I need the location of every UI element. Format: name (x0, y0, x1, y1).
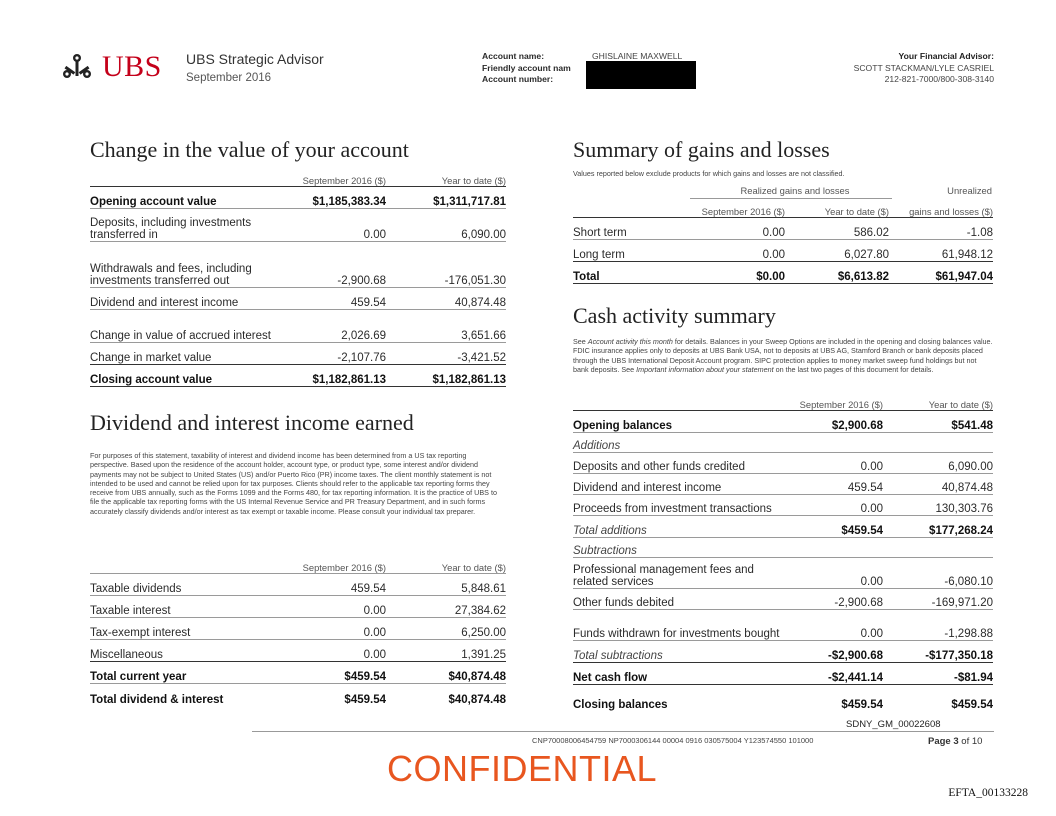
row-value: -176,051.30 (386, 242, 506, 288)
row-value: 459.54 (286, 288, 386, 310)
row-value: $6,613.82 (785, 262, 889, 284)
row-value: $0.00 (683, 262, 785, 284)
row-value: 1,391.25 (386, 640, 506, 662)
row-value: -1,298.88 (883, 610, 993, 641)
row-value: 459.54 (286, 574, 386, 596)
ubs-logo (60, 52, 162, 82)
row-label: Other funds debited (573, 589, 783, 610)
col-header: September 2016 ($) (302, 562, 386, 573)
advisor-phone: 212-821-7000/800-308-3140 (884, 74, 994, 84)
note-italic: Account activity this month (587, 337, 673, 346)
footer-code: CNP70008006454759 NP7000306144 00004 0916 030575004 Y123574550 101000 (532, 736, 814, 745)
col-header: September 2016 ($) (799, 399, 883, 410)
row-value: $1,311,717.81 (386, 187, 506, 209)
row-value: -2,107.76 (286, 343, 386, 365)
row-value: 5,848.61 (386, 574, 506, 596)
page-of: of 10 (961, 736, 983, 747)
unrealized-header: Unrealized (947, 185, 992, 196)
footer-rule (252, 731, 994, 732)
three-keys-icon (60, 52, 94, 82)
closing-v1: $459.54 (783, 685, 883, 711)
financial-advisor (854, 51, 994, 86)
realized-header: Realized gains and losses (740, 185, 850, 196)
row-value: 459.54 (783, 474, 883, 495)
row-value: $1,185,383.34 (286, 187, 386, 209)
total-subtractions-label: Total subtractions (573, 641, 783, 663)
product-block (186, 50, 324, 88)
row-value: 6,250.00 (386, 618, 506, 640)
row-label: Change in value of accrued interest (90, 310, 286, 343)
opening-label: Opening balances (573, 411, 783, 433)
account-name-label: Account name: (482, 51, 545, 61)
total-subtractions-v2: -$177,350.18 (883, 641, 993, 663)
row-label: Miscellaneous (90, 640, 286, 662)
row-value: 6,090.00 (883, 453, 993, 474)
row-label: Taxable interest (90, 596, 286, 618)
row-value: 27,384.62 (386, 596, 506, 618)
redaction-box (586, 61, 696, 89)
note-text: on the last two pages of this document for details. (773, 364, 934, 374)
row-value: -1.08 (889, 218, 993, 240)
row-value: $1,182,861.13 (386, 365, 506, 387)
row-value: 0.00 (683, 218, 785, 240)
efta-number: EFTA_00133228 (948, 787, 1028, 799)
row-value: $459.54 (286, 684, 386, 706)
closing-label: Closing balances (573, 685, 783, 711)
row-label: Short term (573, 218, 683, 240)
row-label: Tax-exempt interest (90, 618, 286, 640)
row-value: -169,971.20 (883, 589, 993, 610)
total-additions-v2: $177,268.24 (883, 516, 993, 538)
note-text: for details. Balances in your Sweep Options are included in the opening and closing balances value. FDIC insurance applies only to deposits at UBS Bank USA, not to deposits at UBS AG, Stamford Branch or bank deposits placed through the UBS International Deposit Account program. SIPC protection applies to money market sweep fund holdings but not bank deposits. See (573, 337, 993, 374)
row-label: Opening account value (90, 187, 286, 209)
row-value: 61,948.12 (889, 240, 993, 262)
account-number-label: Account number: (482, 74, 554, 84)
change-value-table (90, 169, 506, 387)
row-value: 0.00 (683, 240, 785, 262)
closing-v2: $459.54 (883, 685, 993, 711)
row-label: Dividend and interest income (90, 288, 286, 310)
row-label: Dividend and interest income (573, 474, 783, 495)
account-name-value: GHISLAINE MAXWELL (592, 51, 683, 61)
col-header: Year to date ($) (824, 206, 889, 217)
row-label: Professional management fees and related services (573, 558, 783, 589)
row-label: Long term (573, 240, 683, 262)
advisor-title: Your Financial Advisor: (898, 51, 994, 61)
row-value: 3,651.66 (386, 310, 506, 343)
row-label: Withdrawals and fees, including investments transferred out (90, 242, 286, 288)
row-value: -6,080.10 (883, 558, 993, 589)
bates-number: SDNY_GM_00022608 (846, 719, 941, 730)
note-italic: Important information about your statement (636, 364, 774, 374)
col-header: Year to date ($) (441, 562, 506, 573)
gains-table (573, 200, 993, 284)
row-label: Total current year (90, 662, 286, 684)
row-value: $459.54 (286, 662, 386, 684)
gains-note: Values reported below exclude products for which gains and losses are not classified. (573, 169, 845, 178)
row-value: 0.00 (286, 596, 386, 618)
col-header: September 2016 ($) (302, 175, 386, 186)
total-subtractions-v1: -$2,900.68 (783, 641, 883, 663)
row-value: 2,026.69 (286, 310, 386, 343)
brand-name: UBS (102, 50, 162, 83)
col-header: Year to date ($) (928, 399, 993, 410)
net-v2: -$81.94 (883, 663, 993, 685)
col-header: September 2016 ($) (701, 206, 785, 217)
opening-v2: $541.48 (883, 411, 993, 433)
row-label: Closing account value (90, 365, 286, 387)
row-label: Proceeds from investment transactions (573, 495, 783, 516)
total-additions-v1: $459.54 (783, 516, 883, 538)
cash-title: Cash activity summary (573, 303, 776, 328)
page-number: 3 (953, 736, 959, 747)
dividend-note: For purposes of this statement, taxability of interest and dividend income has been determined from a US tax reporting perspective. Based upon the residence of the account holder, account type, or product type, some interest and/or dividend payments may not be subject to United States (US) and/or Puerto Rico (PR) income taxes. The client monthly statement is not intended to be used and cannot be relied upon for tax purposes. Clients should refer to the applicable tax reporting forms they receive from UBS annually, such as the Forms 1099 and the Forms 480, for tax reporting information. It is the practice of UBS to file the applicable tax reporting forms with the US Internal Revenue Service and PR Treasury Department, and in such forms accurately classify dividends and/or interest as tax exempt or taxable income. Please consult your individual tax preparer. (90, 451, 497, 516)
row-value: $1,182,861.13 (286, 365, 386, 387)
cash-table (573, 393, 993, 711)
row-value: 40,874.48 (386, 288, 506, 310)
row-value: 0.00 (783, 453, 883, 474)
product-name: UBS Strategic Advisor (186, 51, 324, 67)
row-value: 6,090.00 (386, 209, 506, 242)
total-additions-label: Total additions (573, 516, 783, 538)
row-value: -2,900.68 (783, 589, 883, 610)
subtractions-heading: Subtractions (573, 538, 993, 558)
page-indicator (928, 736, 982, 747)
note-text: See (573, 337, 588, 346)
row-label: Deposits and other funds credited (573, 453, 783, 474)
row-value: 0.00 (783, 610, 883, 641)
row-value: 0.00 (783, 495, 883, 516)
row-label: Funds withdrawn for investments bought (573, 610, 783, 641)
net-label: Net cash flow (573, 663, 783, 685)
row-value: -3,421.52 (386, 343, 506, 365)
opening-v1: $2,900.68 (783, 411, 883, 433)
gains-title: Summary of gains and losses (573, 137, 830, 162)
friendly-name-label: Friendly account nam (482, 62, 571, 73)
dividend-title: Dividend and interest income earned (90, 410, 414, 435)
row-value: -2,900.68 (286, 242, 386, 288)
row-value: 0.00 (286, 618, 386, 640)
confidential-stamp: CONFIDENTIAL (387, 748, 658, 789)
row-value: $40,874.48 (386, 684, 506, 706)
row-value: $40,874.48 (386, 662, 506, 684)
dividend-table (90, 556, 506, 706)
col-header: gains and losses ($) (909, 206, 993, 217)
row-label: Deposits, including investments transferred in (90, 209, 286, 242)
net-v1: -$2,441.14 (783, 663, 883, 685)
statement-period: September 2016 (186, 72, 272, 84)
row-label: Total (573, 262, 683, 284)
row-value: 0.00 (286, 640, 386, 662)
row-label: Change in market value (90, 343, 286, 365)
row-label: Taxable dividends (90, 574, 286, 596)
row-value: 130,303.76 (883, 495, 993, 516)
row-value: 0.00 (286, 209, 386, 242)
row-value: 0.00 (783, 558, 883, 589)
realized-underline (690, 198, 892, 199)
row-value: $61,947.04 (889, 262, 993, 284)
row-label: Total dividend & interest (90, 684, 286, 706)
page-label: Page (928, 736, 951, 747)
col-header: Year to date ($) (441, 175, 506, 186)
cash-note (573, 337, 993, 374)
row-value: 586.02 (785, 218, 889, 240)
change-value-title: Change in the value of your account (90, 137, 409, 162)
row-value: 40,874.48 (883, 474, 993, 495)
row-value: 6,027.80 (785, 240, 889, 262)
advisor-names: SCOTT STACKMAN/LYLE CASRIEL (853, 62, 994, 73)
additions-heading: Additions (573, 433, 993, 453)
